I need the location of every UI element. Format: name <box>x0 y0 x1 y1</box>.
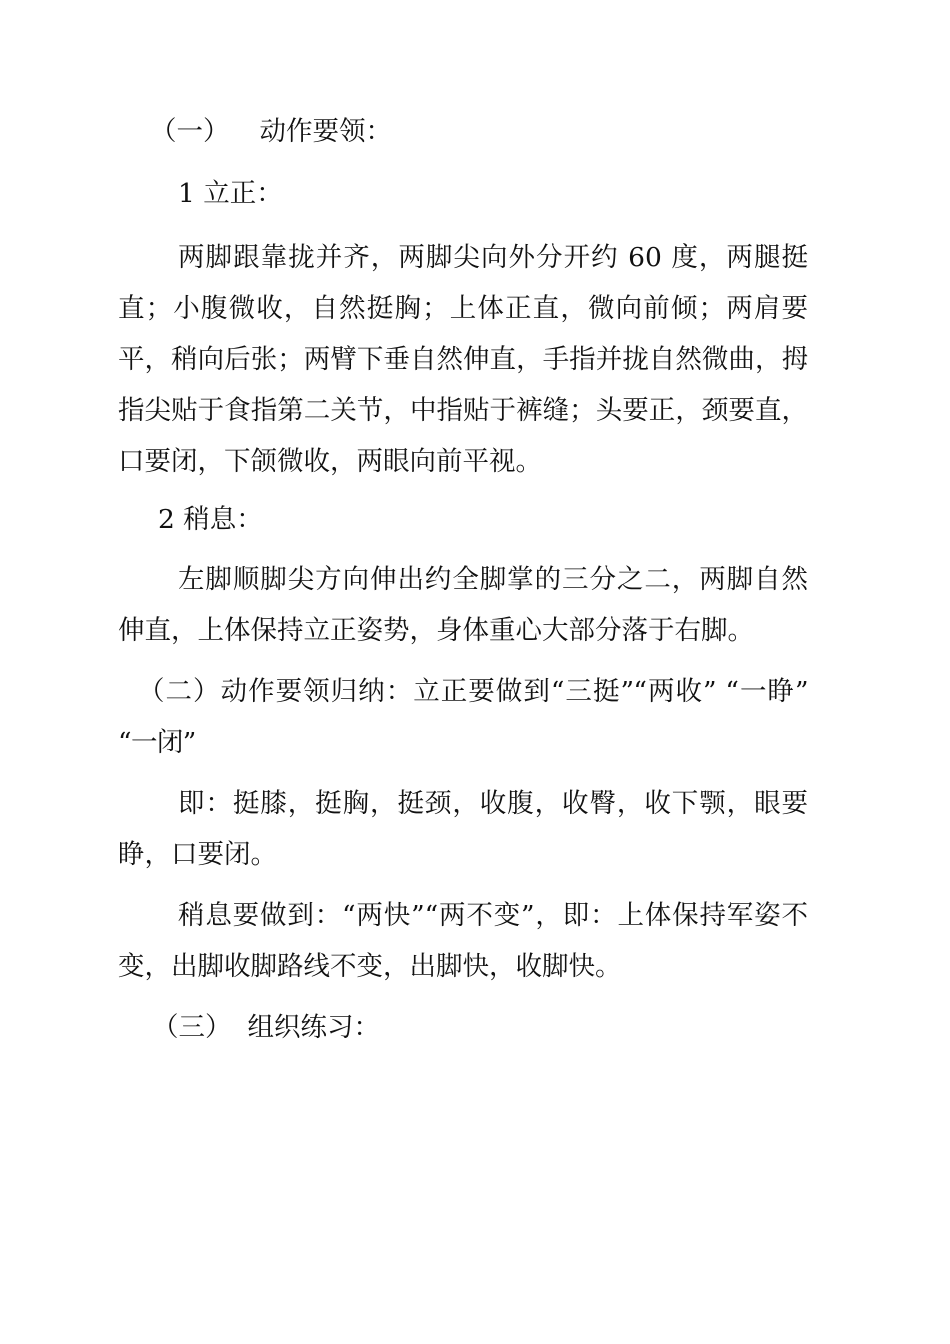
item-label-stand-at-attention: 1 立正： <box>178 178 283 209</box>
section-title: 组织练习： <box>247 1012 380 1043</box>
section-number: （三） <box>152 1012 232 1043</box>
paragraph-stand-at-attention: 两脚跟靠拢并齐，两脚尖向外分开约 60 度，两腿挺直；小腹微收，自然挺胸；上体正直，微向前倾；两肩要平，稍向后张；两臂下垂自然伸直，手指并拢自然微曲，拇指尖贴于食指第二关节，中指贴于裤缝；头要正，颈要直，口要闭，下颌微收，两眼向前平视。 <box>118 242 808 477</box>
section-title: 动作要领归纳：立正要做到“三挺”“两收” “一睁” “一闭” <box>118 676 808 758</box>
paragraph-summary-at-ease: 稍息要做到：“两快”“两不变”，即：上体保持军姿不变，出脚收脚路线不变，出脚快，收脚快。 <box>118 900 808 982</box>
paragraph-summary-attention: 即：挺膝，挺胸，挺颈，收腹，收臀，收下颚，眼要睁，口要闭。 <box>118 788 808 870</box>
item-label-at-ease: 2 稍息： <box>158 504 263 535</box>
section-heading-1 <box>150 106 392 158</box>
section-number: （一） <box>150 116 230 147</box>
section-heading-2 <box>118 666 808 768</box>
section-number: （二） <box>138 676 221 707</box>
section-heading-3 <box>152 1002 380 1054</box>
paragraph-at-ease: 左脚顺脚尖方向伸出约全脚掌的三分之二，两脚自然伸直，上体保持立正姿势，身体重心大部分落于右脚。 <box>118 564 808 646</box>
section-title: 动作要领： <box>259 116 392 147</box>
